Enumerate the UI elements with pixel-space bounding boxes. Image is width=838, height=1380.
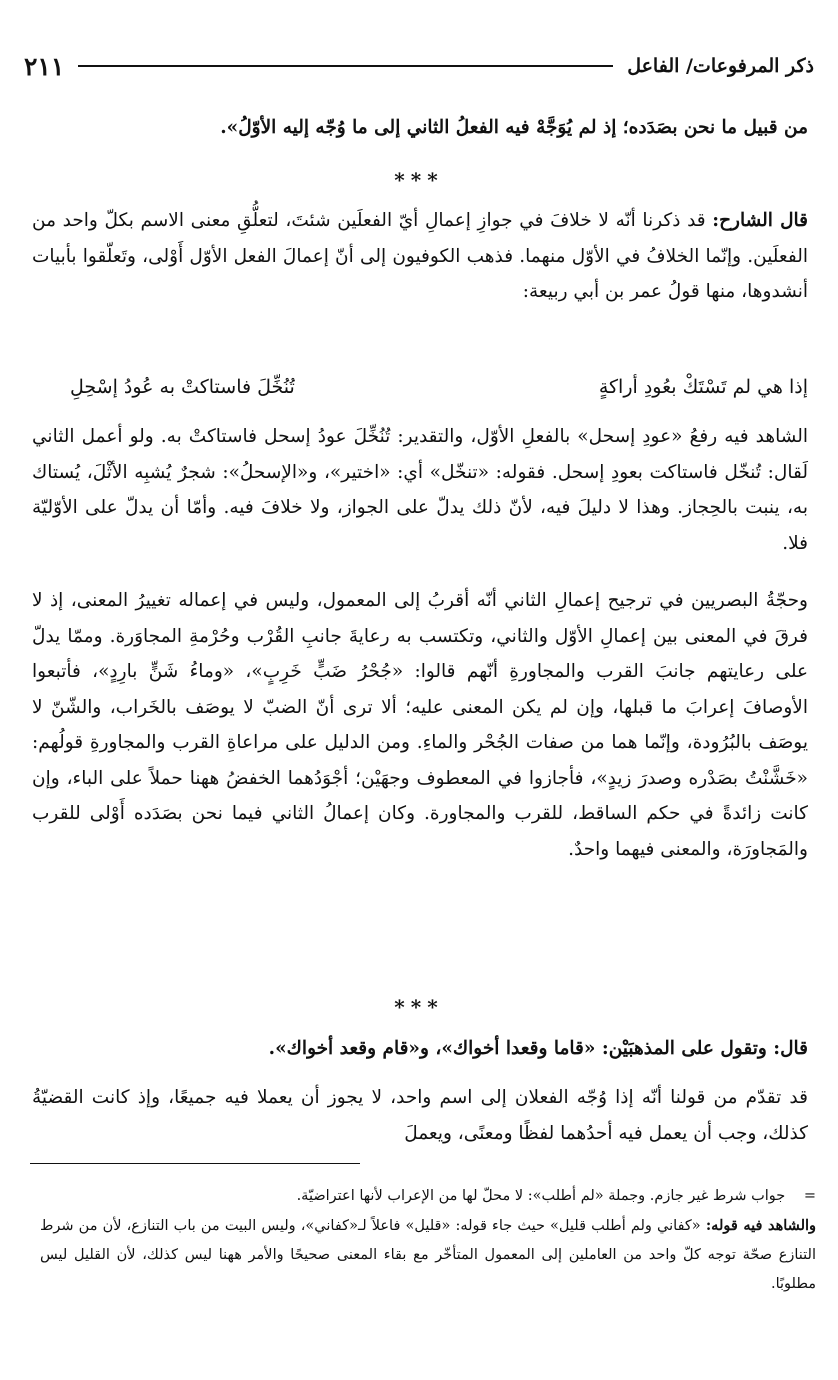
header-rule <box>78 65 613 67</box>
basrans-paragraph: وحجّةُ البصريين في ترجيح إعمالِ الثاني أنّه أقربُ إلى المعمول، وليس في إعماله تغييرُ المعنى، إذ لا فرقَ في المعنى بين إعمالِ الأوّل والثاني، وتكتسب به رعايةَ جانبِ القُرْب وحُرْمةِ المجاوَرة. وممّا يدلّ على رعايتهم جانبَ القرب والمجاورةِ أنّهم قالوا: «جُحْرُ ضَبٍّ خَرِبٍ»، «وماءُ شَنٍّ بارِدٍ»، فأتبعوا الأوصافَ إعرابَ ما قبلها، وإن لم يكن المعنى عليه؛ ألا ترى أنّ الضبّ لا يوصَف بالخَراب، والشّنّ لا يوصَف بالبُرُودة، وإنّما هما من صفات الجُحْر والماءِ. ومن الدليل على مراعاةِ القرب والمجاورةِ قولُهم: «خَشَّنْتُ بصَدْره وصدرَ زيدٍ»، فأجازوا في المعطوف وجهَيْن؛ أجْوَدُهما الخفضُ ههنا حملاً على الباء، وإن كانت زائدةً في حكم الساقط، للقرب والمجاورة. وكان إعمالُ الثاني فيما نحن بصَدَده أَوْلى للقرب والمَجاورَة، والمعنى فيهما واحدٌ. <box>32 590 808 860</box>
running-title: ذكر المرفوعات/ الفاعل <box>627 55 814 77</box>
footnote-line-1 <box>40 1182 816 1211</box>
text-heading: قال: وتقول على المذهبَيْن: «قاما وقعدا أخواك»، و«قام وقعد أخواك». <box>268 1038 808 1059</box>
footnote-continuation-marker: = <box>803 1188 816 1204</box>
footnotes <box>40 1182 816 1299</box>
footnote-text-2: «كفاني ولم أطلب قليل» حيث جاء قوله: «قليل» فاعلاً لـ«كفاني»، وليس البيت من باب التنازع، لأن من شرط التنازع صحّة توجه كلّ واحد من العاملين إلى المعمول المتأخّر مع بقاء المعنى صحيحًا والأمر ههنا ليس كذلك، لأن القليل ليس مطلوبًا. <box>40 1218 816 1292</box>
closing-paragraph: قد تقدّم من قولنا أنّه إذا وُجّه الفعلان إلى اسم واحد، لا يجوز أن يعملا فيه جميعًا، وإذ كانت القضيّةُ كذلك، وجب أن يعمل فيه أحدُهما لفظًا ومعنًى، ويعملَ <box>32 1087 808 1144</box>
verse-hemistich-first: إذا هي لم تَسْتَكْ بعُودِ أراكةٍ <box>598 376 808 398</box>
shahid-block <box>32 419 808 561</box>
footnote-text-1: جواب شرط غير جازم. وجملة «لم أطلب»: لا محلّ لها من الإعراب لأنها اعتراضيّة. <box>296 1188 786 1204</box>
closing-block <box>32 1080 808 1151</box>
verse-hemistich-second: تُنُخِّلَ فاستاكتْ به عُودُ إسْحِلِ <box>70 376 295 398</box>
separator-stars: *** <box>394 168 444 192</box>
page-header <box>24 46 814 86</box>
commentary-lead: قال الشارح: <box>712 210 808 231</box>
footnote-shahid-label: والشاهد فيه قوله: <box>705 1217 817 1234</box>
intro-line: من قبيل ما نحن بصَدَده؛ إذ لم يُوَجَّهْ فيه الفعلُ الثاني إلى ما وُجّه إليه الأوّلُ». <box>220 117 808 138</box>
footnote-rule <box>30 1163 360 1164</box>
commentary-block <box>32 203 808 310</box>
text-heading-block <box>32 1031 808 1067</box>
basrans-block <box>32 583 808 867</box>
shahid-paragraph: الشاهد فيه رفعُ «عودِ إسحل» بالفعلِ الأوّل، والتقدير: تُنُخِّلَ عودُ إسحل فاستاكتْ به. ولو أعمل الثاني لَقال: تُنخّل فاستاكت بعودِ إسحل. فقوله: «تنخّل» أي: «اختير»، و«الإسحلُ»: شجرٌ يُشبِه الأثْلَ، يُستاك به، ينبت بالحِجاز. وهذا لا دليلَ فيه، لأنّ ذلك يدلّ على الجواز، ولا خلافَ فيه. وأمّا أن يدلّ على الأوّليّة فلا. <box>32 426 808 554</box>
poetry-verse <box>70 370 808 404</box>
intro-block <box>32 110 808 146</box>
footnote-line-2 <box>40 1211 816 1299</box>
commentary-text: قد ذكرنا أنّه لا خلافَ في جوازِ إعمالِ أيّ الفعلَين شئتَ، لتعلُّقِ معنى الاسم بكلّ واحد من الفعلَين. وإنّما الخلافُ في الأوّل منهما. فذهب الكوفيون إلى أنّ إعمالَ الفعل الأوّل أَوْلى، وتَعلّقوا بأبيات أنشدوها، منها قولُ عمر بن أبي ربيعة: <box>32 210 808 302</box>
commentary-paragraph <box>32 203 808 310</box>
separator-stars-second: *** <box>394 995 444 1019</box>
page-number: ٢١١ <box>24 51 65 81</box>
